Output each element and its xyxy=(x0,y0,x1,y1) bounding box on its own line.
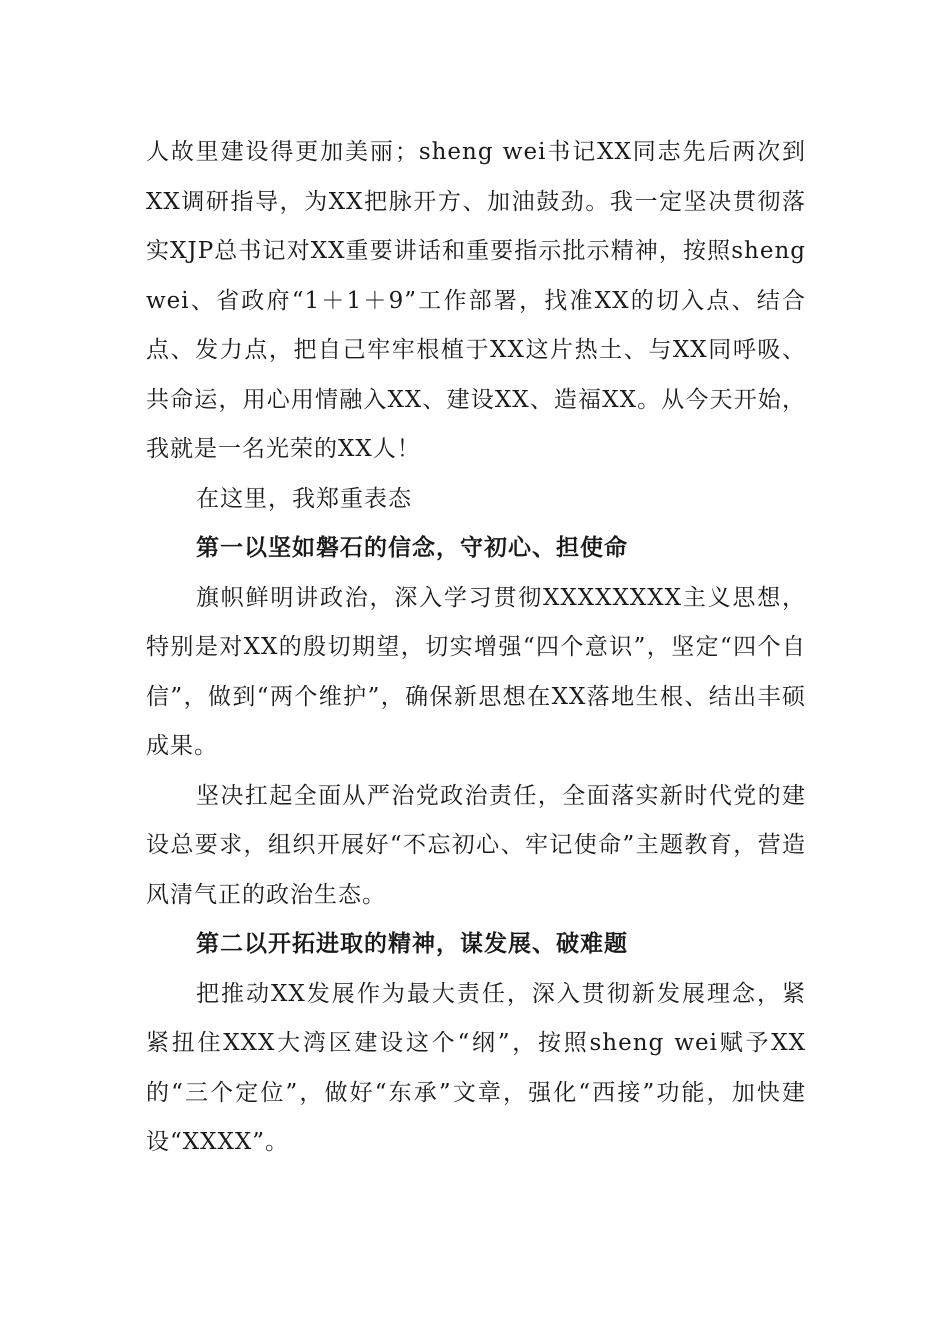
paragraph-development: 把推动XX发展作为最大责任，深入贯彻新发展理念，紧紧扭住XXX大湾区建设这个“纲”，按照sheng wei赋予XX的“三个定位”，做好“东承”文章，强化“西接”功能，加快建设“XXXX”。 xyxy=(146,980,806,1155)
section-heading-first: 第一以坚如磐石的信念，守初心、担使命 xyxy=(196,535,628,561)
document-body xyxy=(146,128,806,1168)
paragraph-politics: 旗帜鲜明讲政治，深入学习贯彻XXXXXXXX主义思想，特别是对XX的殷切期望，切实增强“四个意识”，坚定“四个自信”，做到“两个维护”，确保新思想在XX落地生根、结出丰硕成果。 xyxy=(146,584,806,759)
section-heading-second: 第二以开拓进取的精神，谋发展、破难题 xyxy=(196,931,628,957)
paragraph-continuation: 人故里建设得更加美丽；sheng wei书记XX同志先后两次到XX调研指导，为XX把脉开方、加油鼓劲。我一定坚决贯彻落实XJP总书记对XX重要讲话和重要指示批示精神，按照sheng wei、省政府“1＋1＋9”工作部署，找准XX的切入点、结合点、发力点，把自己牢牢根植于XX这片热土、与XX同呼吸、共命运，用心用情融入XX、建设XX、造福XX。从今天开始，我就是一名光荣的XX人！ xyxy=(146,139,806,462)
paragraph-statement-intro: 在这里，我郑重表态 xyxy=(196,485,412,512)
paragraph-party-discipline: 坚决扛起全面从严治党政治责任，全面落实新时代党的建设总要求，组织开展好“不忘初心、牢记使命”主题教育，营造风清气正的政治生态。 xyxy=(146,782,806,908)
